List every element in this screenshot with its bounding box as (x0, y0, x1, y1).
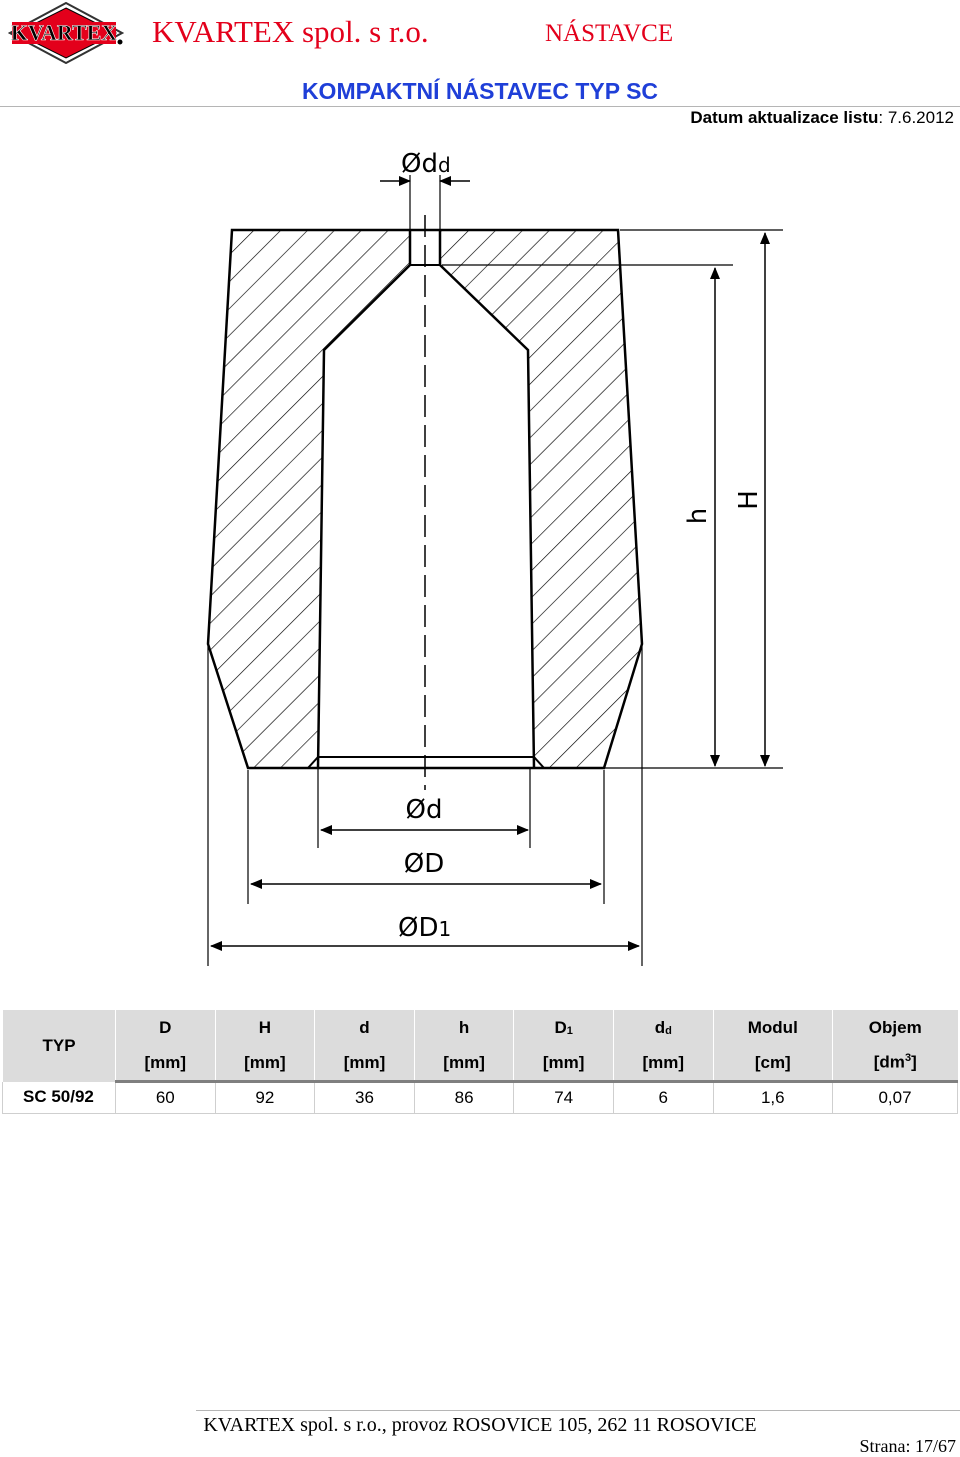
table-units-row (3, 1045, 958, 1082)
spec-table (2, 1010, 958, 1114)
col-D1: $D_1$ (514, 1010, 614, 1045)
cell-D1: 74 (514, 1082, 614, 1114)
table-row (3, 1082, 958, 1114)
company-name: KVARTEX spol. s r.o. (152, 14, 429, 49)
col-D: D (116, 1010, 216, 1045)
col-modul: Modul (713, 1010, 832, 1045)
cell-dd: 6 (613, 1082, 713, 1114)
unit-objem: $[dm^3]$ (833, 1045, 958, 1082)
col-h: h (414, 1010, 514, 1045)
header-divider (0, 106, 960, 107)
label-d: Ød (405, 795, 443, 825)
cell-typ: SC 50/92 (3, 1082, 116, 1114)
cell-H: 92 (215, 1082, 315, 1114)
unit-d: [mm] (315, 1045, 415, 1082)
update-label: Datum aktualizace listu (690, 108, 879, 127)
cell-objem: 0,07 (833, 1082, 958, 1114)
label-dd: Ødd (401, 149, 451, 179)
cell-h: 86 (414, 1082, 514, 1114)
label-h: h (683, 507, 713, 525)
col-objem: Objem (833, 1010, 958, 1045)
label-D1: ØD1 (398, 913, 452, 943)
kvartex-logo (8, 2, 124, 64)
col-d: d (315, 1010, 415, 1045)
label-H: H (734, 490, 764, 510)
update-date (690, 108, 954, 128)
page-number: Strana: 17/67 (859, 1436, 956, 1456)
table-header-row (3, 1010, 958, 1045)
unit-h: [mm] (414, 1045, 514, 1082)
unit-D: [mm] (116, 1045, 216, 1082)
label-D: ØD (403, 849, 445, 879)
col-typ: TYP (3, 1010, 116, 1082)
cell-D: 60 (116, 1082, 216, 1114)
update-value: : 7.6.2012 (878, 108, 954, 127)
col-H: H (215, 1010, 315, 1045)
footer-divider (196, 1410, 960, 1411)
svg-text:KVARTEX: KVARTEX (10, 20, 118, 45)
unit-H: [mm] (215, 1045, 315, 1082)
section-name: NÁSTAVCE (545, 20, 674, 47)
page-title: KOMPAKTNÍ NÁSTAVEC TYP SC (301, 78, 659, 104)
unit-D1: [mm] (514, 1045, 614, 1082)
col-dd: $d_d$ (613, 1010, 713, 1045)
cell-d: 36 (315, 1082, 415, 1114)
unit-dd: [mm] (613, 1045, 713, 1082)
footer-address: KVARTEX spol. s r.o., provoz ROSOVICE 105, 262 11 ROSOVICE (203, 1414, 757, 1436)
unit-modul: [cm] (713, 1045, 832, 1082)
cell-modul: 1,6 (713, 1082, 832, 1114)
technical-drawing (0, 140, 960, 970)
